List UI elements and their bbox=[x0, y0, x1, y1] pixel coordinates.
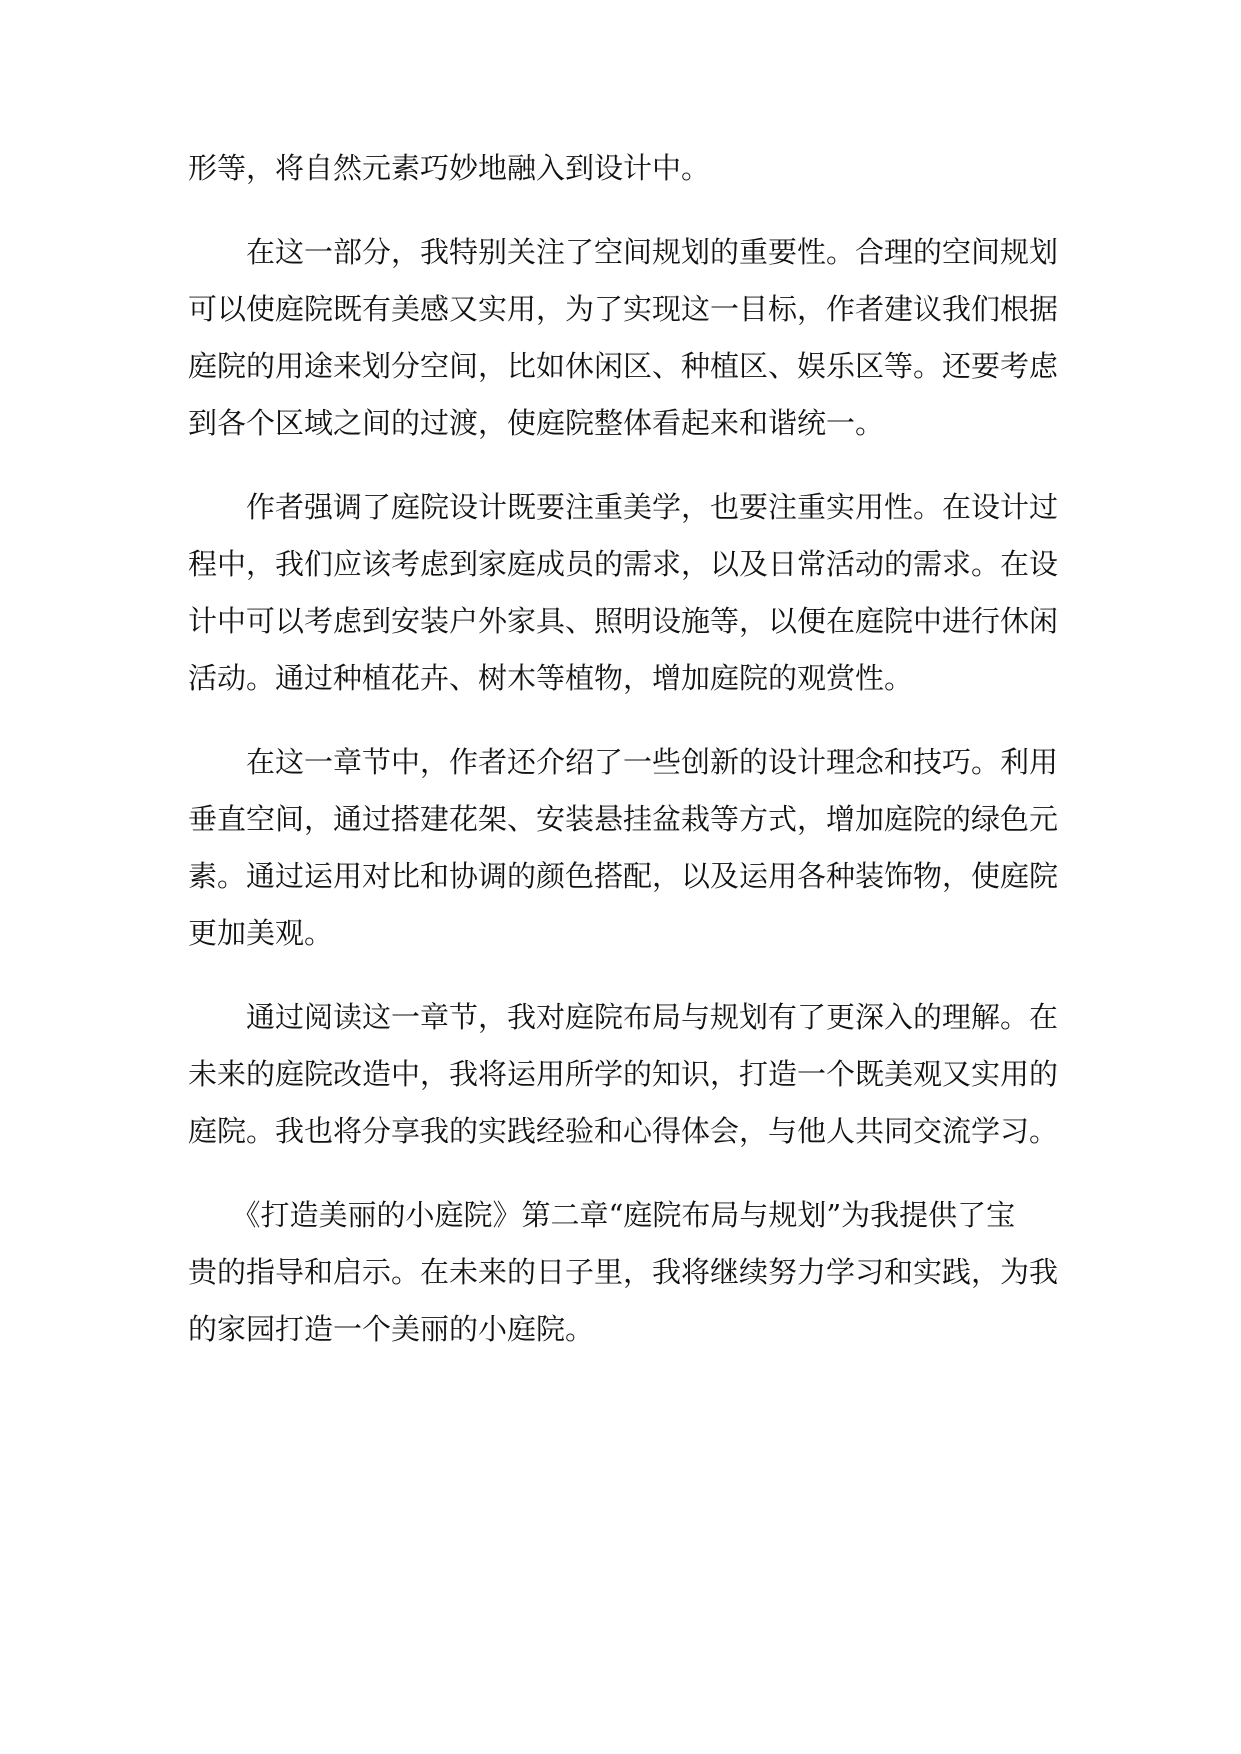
paragraph-3 bbox=[188, 479, 1059, 707]
paragraph-line: 在这一章节中，作者还介绍了一些创新的设计理念和技巧。利用 bbox=[188, 745, 1059, 779]
paragraph-gap bbox=[188, 962, 1056, 989]
paragraph-line: 在这一部分，我特别关注了空间规划的重要性。合理的空间规划 bbox=[188, 235, 1059, 269]
paragraph-line: 庭院。我也将分享我的实践经验和心得体会，与他人共同交流学习。 bbox=[188, 1114, 1059, 1148]
paragraph-line: 垂直空间，通过搭建花架、安装悬挂盆栽等方式，增加庭院的绿色元 bbox=[188, 802, 1059, 836]
paragraph-line: 形等，将自然元素巧妙地融入到设计中。 bbox=[188, 151, 711, 185]
paragraph-gap bbox=[188, 197, 1056, 224]
paragraph-line: 计中可以考虑到安装户外家具、照明设施等，以便在庭院中进行休闲 bbox=[188, 604, 1059, 638]
paragraph-line: 通过阅读这一章节，我对庭院布局与规划有了更深入的理解。在 bbox=[188, 1000, 1059, 1034]
paragraph-line: 贵的指导和启示。在未来的日子里，我将继续努力学习和实践，为我 bbox=[188, 1255, 1059, 1289]
paragraph-1 bbox=[188, 140, 1056, 197]
paragraph-gap bbox=[188, 707, 1056, 734]
paragraph-line: 《打造美丽的小庭院》第二章“庭院布局与规划”为我提供了宝 bbox=[188, 1198, 1016, 1232]
paragraph-line: 素。通过运用对比和协调的颜色搭配，以及运用各种装饰物，使庭院 bbox=[188, 859, 1059, 893]
paragraph-5 bbox=[188, 989, 1059, 1160]
paragraph-line: 活动。通过种植花卉、树木等植物，增加庭院的观赏性。 bbox=[188, 661, 914, 695]
paragraph-4 bbox=[188, 734, 1059, 962]
paragraph-6 bbox=[188, 1187, 1059, 1358]
paragraph-gap bbox=[188, 452, 1056, 479]
paragraph-line: 的家园打造一个美丽的小庭院。 bbox=[188, 1312, 595, 1346]
paragraph-line: 作者强调了庭院设计既要注重美学，也要注重实用性。在设计过 bbox=[188, 490, 1059, 524]
paragraph-line: 到各个区域之间的过渡，使庭院整体看起来和谐统一。 bbox=[188, 406, 885, 440]
paragraph-line: 更加美观。 bbox=[188, 916, 334, 950]
document-body bbox=[188, 140, 1059, 1358]
paragraph-2 bbox=[188, 224, 1059, 452]
paragraph-line: 未来的庭院改造中，我将运用所学的知识，打造一个既美观又实用的 bbox=[188, 1057, 1059, 1091]
paragraph-line: 可以使庭院既有美感又实用，为了实现这一目标，作者建议我们根据 bbox=[188, 292, 1059, 326]
paragraph-line: 程中，我们应该考虑到家庭成员的需求，以及日常活动的需求。在设 bbox=[188, 547, 1059, 581]
paragraph-line: 庭院的用途来划分空间，比如休闲区、种植区、娱乐区等。还要考虑 bbox=[188, 349, 1059, 383]
paragraph-gap bbox=[188, 1160, 1056, 1187]
